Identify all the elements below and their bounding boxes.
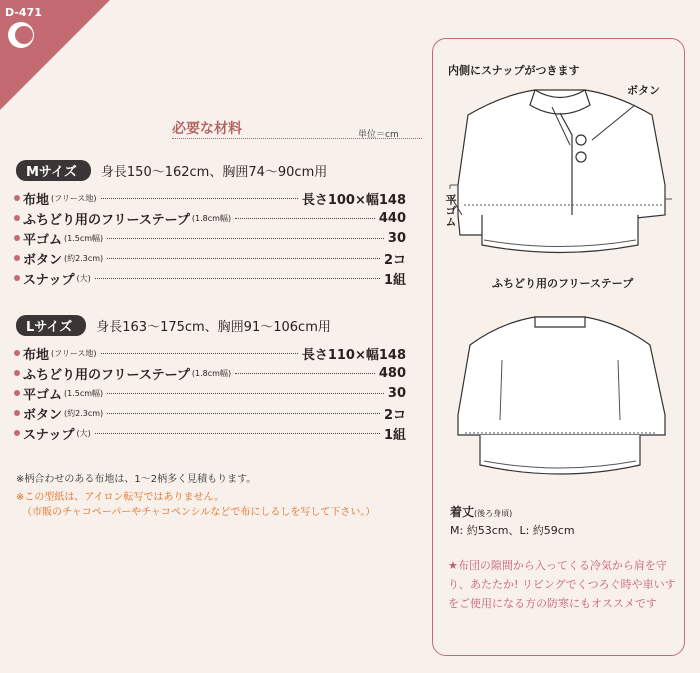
bullet-dot-icon bbox=[14, 195, 20, 201]
back-view-illustration bbox=[440, 305, 680, 495]
list-item: ふちどり用のフリーステープ (1.8cm幅) 480 bbox=[14, 363, 406, 383]
bullet-dot-icon bbox=[14, 235, 20, 241]
tape-label: ふちどり用のフリーステープ bbox=[492, 277, 634, 290]
list-item: 平ゴム (1.5cm幅) 30 bbox=[14, 228, 406, 248]
bullet-dot-icon bbox=[14, 215, 20, 221]
note-not-iron-transfer: ※この型紙は、アイロン転写ではありません。 bbox=[16, 492, 225, 503]
circle-c-logo-icon bbox=[8, 22, 34, 48]
note-pattern-matching: ※柄合わせのある布地は、1～2柄多く見積もります。 bbox=[16, 474, 257, 485]
note-chalk-paper: （市販のチャコペーパーやチャコペンシルなどで布にしるしを写して下さい。） bbox=[22, 507, 376, 518]
size-l-materials bbox=[14, 343, 406, 443]
list-item: 布地 (フリース地) 長さ110×幅148 bbox=[14, 343, 406, 363]
list-item: 布地 (フリース地) 長さ100×幅148 bbox=[14, 188, 406, 208]
bullet-dot-icon bbox=[14, 410, 20, 416]
product-code: D-471 bbox=[5, 6, 42, 19]
length-values: M: 約53cm、L: 約59cm bbox=[450, 524, 575, 537]
snap-label: 内側にスナップがつきます bbox=[448, 64, 580, 77]
materials-title: 必要な材料 bbox=[172, 118, 422, 139]
size-m-desc: 身長150～162cm、胸囲74～90cm用 bbox=[100, 164, 328, 180]
list-item: スナップ (大) 1組 bbox=[14, 268, 406, 288]
unit-label: 単位＝cm bbox=[358, 130, 399, 140]
front-view-illustration bbox=[440, 75, 680, 265]
size-l-desc: 身長163～175cm、胸囲91～106cm用 bbox=[96, 319, 331, 335]
length-title: 着丈(後ろ身頃) bbox=[450, 505, 513, 519]
list-item: ボタン (約2.3cm) 2コ bbox=[14, 248, 406, 268]
length-subtitle: (後ろ身頃) bbox=[474, 509, 513, 518]
button-label: ボタン bbox=[627, 84, 660, 97]
size-m-materials bbox=[14, 188, 406, 288]
bullet-dot-icon bbox=[14, 275, 20, 281]
list-item: ふちどり用のフリーステープ (1.8cm幅) 440 bbox=[14, 208, 406, 228]
bullet-dot-icon bbox=[14, 255, 20, 261]
bullet-dot-icon bbox=[14, 430, 20, 436]
bullet-dot-icon bbox=[14, 390, 20, 396]
list-item: スナップ (大) 1組 bbox=[14, 423, 406, 443]
bullet-dot-icon bbox=[14, 370, 20, 376]
list-item: 平ゴム (1.5cm幅) 30 bbox=[14, 383, 406, 403]
elastic-label: 平ゴム bbox=[444, 194, 457, 227]
size-m-header bbox=[16, 160, 327, 180]
size-l-badge: Lサイズ bbox=[16, 315, 86, 336]
bullet-dot-icon bbox=[14, 350, 20, 356]
list-item: ボタン (約2.3cm) 2コ bbox=[14, 403, 406, 423]
size-l-header bbox=[16, 315, 331, 335]
size-m-badge: Mサイズ bbox=[16, 160, 91, 181]
pink-promo-note: ★布団の隙間から入ってくる冷気から肩を守り、あたたか! リビングでくつろぐ時や車いすをご使用になる方の防寒にもオススメです bbox=[448, 559, 676, 610]
